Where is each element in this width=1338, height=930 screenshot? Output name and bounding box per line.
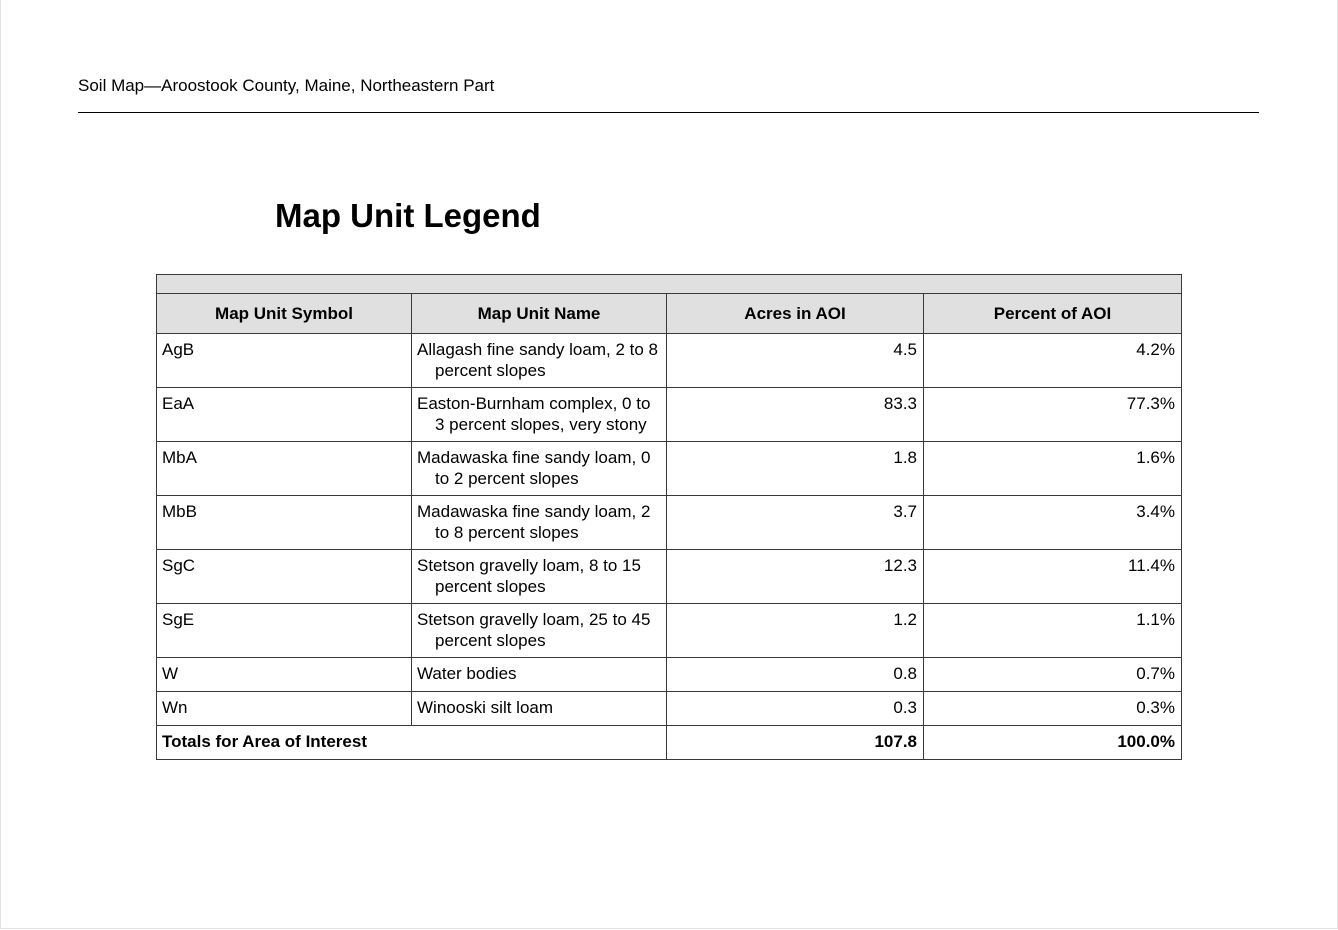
cell-name <box>412 442 667 496</box>
table-row <box>157 334 1182 388</box>
cell-name-text: Madawaska fine sandy loam, 2 to 8 percent slopes <box>417 502 651 542</box>
cell-name <box>412 388 667 442</box>
cell-percent: 11.4% <box>924 550 1182 604</box>
cell-acres: 12.3 <box>667 550 924 604</box>
cell-symbol: AgB <box>157 334 412 388</box>
cell-name <box>412 692 667 726</box>
cell-name-text: Stetson gravelly loam, 8 to 15 percent slopes <box>417 556 641 596</box>
cell-acres: 1.2 <box>667 604 924 658</box>
cell-acres: 0.8 <box>667 658 924 692</box>
totals-label: Totals for Area of Interest <box>157 726 667 760</box>
table-header-row <box>157 294 1182 334</box>
column-header-name: Map Unit Name <box>412 294 667 334</box>
page-title: Map Unit Legend <box>275 197 541 234</box>
cell-symbol: SgE <box>157 604 412 658</box>
column-header-percent: Percent of AOI <box>924 294 1182 334</box>
cell-symbol: EaA <box>157 388 412 442</box>
header-rule <box>78 112 1259 113</box>
cell-name-text: Water bodies <box>417 664 517 683</box>
table-row <box>157 442 1182 496</box>
running-header: Soil Map—Aroostook County, Maine, Northeastern Part <box>78 76 495 95</box>
totals-acres: 107.8 <box>667 726 924 760</box>
cell-name-text: Winooski silt loam <box>417 698 554 717</box>
cell-percent: 1.1% <box>924 604 1182 658</box>
cell-acres: 83.3 <box>667 388 924 442</box>
cell-symbol: MbB <box>157 496 412 550</box>
cell-percent: 77.3% <box>924 388 1182 442</box>
table-row <box>157 604 1182 658</box>
table-row <box>157 658 1182 692</box>
totals-percent: 100.0% <box>924 726 1182 760</box>
cell-name <box>412 550 667 604</box>
cell-symbol: MbA <box>157 442 412 496</box>
cell-percent: 0.7% <box>924 658 1182 692</box>
table-caption-cell <box>157 275 1182 294</box>
cell-name <box>412 658 667 692</box>
cell-percent: 4.2% <box>924 334 1182 388</box>
totals-row <box>157 726 1182 760</box>
column-header-symbol: Map Unit Symbol <box>157 294 412 334</box>
table-caption-row <box>157 275 1182 294</box>
cell-acres: 0.3 <box>667 692 924 726</box>
cell-name-text: Stetson gravelly loam, 25 to 45 percent slopes <box>417 610 651 650</box>
table-row <box>157 496 1182 550</box>
cell-name <box>412 604 667 658</box>
table-row <box>157 388 1182 442</box>
column-header-acres: Acres in AOI <box>667 294 924 334</box>
cell-symbol: SgC <box>157 550 412 604</box>
cell-name-text: Allagash fine sandy loam, 2 to 8 percent slopes <box>417 340 658 380</box>
cell-percent: 0.3% <box>924 692 1182 726</box>
cell-acres: 3.7 <box>667 496 924 550</box>
cell-percent: 1.6% <box>924 442 1182 496</box>
cell-name-text: Madawaska fine sandy loam, 0 to 2 percent slopes <box>417 448 651 488</box>
cell-symbol: Wn <box>157 692 412 726</box>
cell-name <box>412 496 667 550</box>
cell-name <box>412 334 667 388</box>
table-row <box>157 550 1182 604</box>
cell-percent: 3.4% <box>924 496 1182 550</box>
map-unit-legend-table <box>156 274 1182 760</box>
cell-acres: 1.8 <box>667 442 924 496</box>
cell-symbol: W <box>157 658 412 692</box>
cell-name-text: Easton-Burnham complex, 0 to 3 percent slopes, very stony <box>417 394 651 434</box>
table-row <box>157 692 1182 726</box>
cell-acres: 4.5 <box>667 334 924 388</box>
